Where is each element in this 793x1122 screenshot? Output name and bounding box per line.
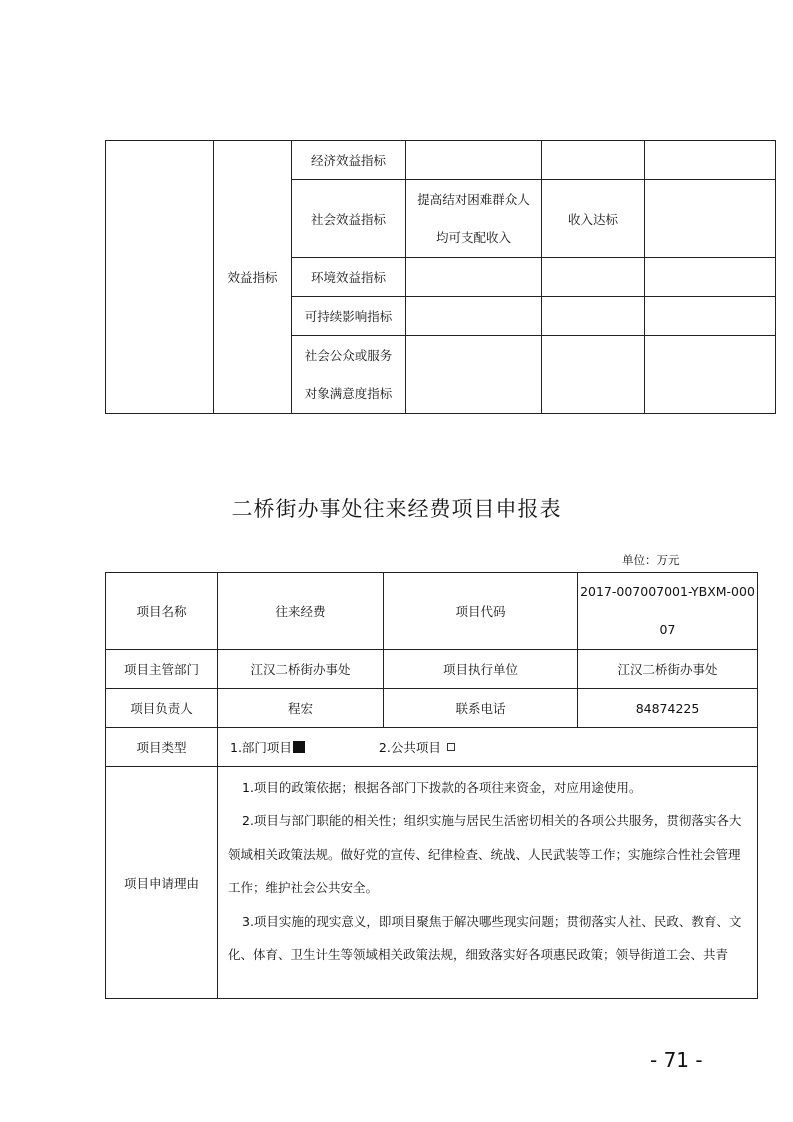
blank-cell [645,180,776,258]
indicator-content [406,258,542,297]
indicator-name [292,336,406,414]
indicator-name: 环境效益指标 [292,258,406,297]
indicator-standard [542,258,645,297]
indicator-name: 经济效益指标 [292,141,406,180]
project-name-label: 项目名称 [106,573,218,650]
type-option-label: 1.部门项目 [230,740,292,755]
indicator-line: 社会公众或服务 [304,347,393,363]
blank-cell [645,141,776,180]
project-code-value [578,573,758,650]
exec-unit-value: 江汉二桥街办事处 [578,650,758,689]
project-type-options [218,728,758,767]
phone-label: 联系电话 [384,689,578,728]
indicator-content [406,297,542,336]
reason-text [218,767,758,999]
application-form-table [105,572,758,999]
dept-label: 项目主管部门 [106,650,218,689]
dept-value: 江汉二桥街办事处 [218,650,384,689]
content-line: 均可支配收入 [435,229,511,245]
reason-label: 项目申请理由 [106,767,218,999]
indicator-content [406,180,542,258]
indicator-category: 效益指标 [214,141,292,414]
blank-cell [106,141,214,414]
content-line: 提高结对困难群众人 [417,191,530,207]
indicator-standard: 收入达标 [542,180,645,258]
type-option-public[interactable] [379,740,455,755]
owner-value: 程宏 [218,689,384,728]
form-title: 二桥街办事处往来经费项目申报表 [231,497,562,521]
reason-paragraph: 2.项目与部门职能的相关性；组织实施与居民生活密切相关的各项公共服务，贯彻落实各大领域相关政策法规。做好党的宣传、纪律检查、统战、人民武装等工作；实施综合性社会管理工作；维护社会公共安全。 [228,813,742,896]
indicator-name: 社会效益指标 [292,180,406,258]
blank-cell [645,258,776,297]
type-option-label: 2.公共项目 [378,740,441,755]
owner-label: 项目负责人 [106,689,218,728]
exec-unit-label: 项目执行单位 [384,650,578,689]
page-number: - 71 - [650,1048,703,1072]
project-code-line: 2017-007007001-YBXM-000 [580,584,755,599]
indicator-standard [542,336,645,414]
indicator-name: 可持续影响指标 [292,297,406,336]
project-code-label: 项目代码 [384,573,578,650]
reason-paragraph: 1.项目的政策依据；根据各部门下拨款的各项往来资金，对应用途使用。 [242,780,642,795]
reason-paragraph: 3.项目实施的现实意义，即项目聚焦于解决哪些现实问题；贯彻落实人社、民政、教育、文化、体育、卫生计生等领域相关政策法规，细致落实好各项惠民政策；领导街道工会、共青 [228,913,742,963]
phone-value: 84874225 [578,689,758,728]
project-name-value: 往来经费 [218,573,384,650]
indicator-content [406,336,542,414]
indicator-standard [542,297,645,336]
checked-square-icon [293,741,305,753]
indicator-standard [542,141,645,180]
project-code-line: 07 [659,622,676,637]
project-type-label: 项目类型 [106,728,218,767]
unchecked-square-icon [447,743,455,751]
indicator-content [406,141,542,180]
blank-cell [645,336,776,414]
performance-indicator-table [105,140,776,414]
type-option-department[interactable] [230,740,305,755]
blank-cell [645,297,776,336]
indicator-line: 对象满意度指标 [304,385,393,401]
unit-label: 单位：万元 [622,553,680,567]
